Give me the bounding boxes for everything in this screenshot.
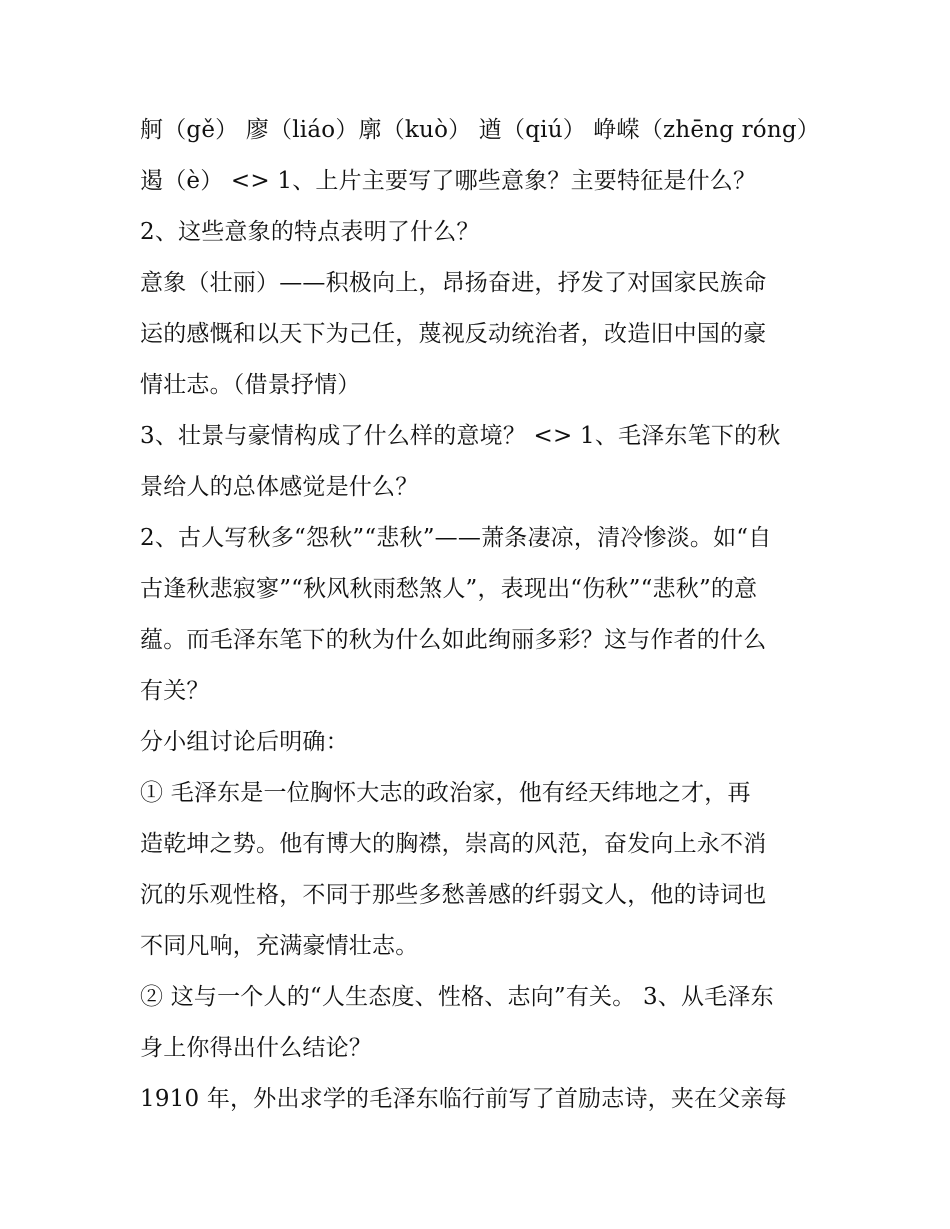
text-line-answer: 意象（壮丽）——积极向上，昂扬奋进，抒发了对国家民族命 (140, 270, 767, 296)
text-line-question-3: 景给人的总体感觉是什么？ (140, 474, 419, 500)
text-line-answer: 情壮志。（借景抒情） (140, 372, 361, 398)
text-line-point-1: 造乾坤之势。他有博大的胸襟，崇高的风范，奋发向上永不消 (140, 831, 767, 857)
text-line-story: 1910 年，外出求学的毛泽东临行前写了首励志诗，夹在父亲每 (140, 1086, 787, 1112)
text-line-discussion: 分小组讨论后明确： (140, 729, 349, 755)
text-line-point-2: ② 这与一个人的“人生态度、性格、志向”有关。 3、从毛泽东 (140, 984, 774, 1010)
text-line-question-2: 2、这些意象的特点表明了什么？ (140, 219, 480, 245)
text-line-point-1: 不同凡响，充满豪情壮志。 (140, 933, 419, 959)
text-line-question-autumn: 2、古人写秋多“怨秋”“悲秋”——萧条凄凉，清冷惨淡。如“自 (140, 525, 772, 551)
text-line-point-1: 沉的乐观性格，不同于那些多愁善感的纤弱文人，他的诗词也 (140, 882, 767, 908)
document-body (140, 105, 820, 1125)
text-line-answer: 运的感慨和以天下为己任，蔑视反动统治者，改造旧中国的豪 (140, 321, 767, 347)
text-line-question-3: 3、壮景与豪情构成了什么样的意境？ <> 1、毛泽东笔下的秋 (140, 423, 781, 449)
text-line-question-autumn: 有关？ (140, 678, 210, 704)
text-line-pinyin: 舸（gě） 廖（liáo）廓（kuò） 遒（qiú） 峥嵘（zhēng róng） (140, 117, 820, 143)
text-line-point-1: ① 毛泽东是一位胸怀大志的政治家，他有经天纬地之才，再 (140, 780, 751, 806)
text-line-question-autumn: 蕴。而毛泽东笔下的秋为什么如此绚丽多彩？这与作者的什么 (140, 627, 767, 653)
text-line-question-1: 遏（è） <> 1、上片主要写了哪些意象？主要特征是什么？ (140, 168, 757, 194)
text-line-point-2: 身上你得出什么结论？ (140, 1035, 372, 1061)
text-line-question-autumn: 古逢秋悲寂寥”“秋风秋雨愁煞人”，表现出“伤秋”“悲秋”的意 (140, 576, 758, 602)
